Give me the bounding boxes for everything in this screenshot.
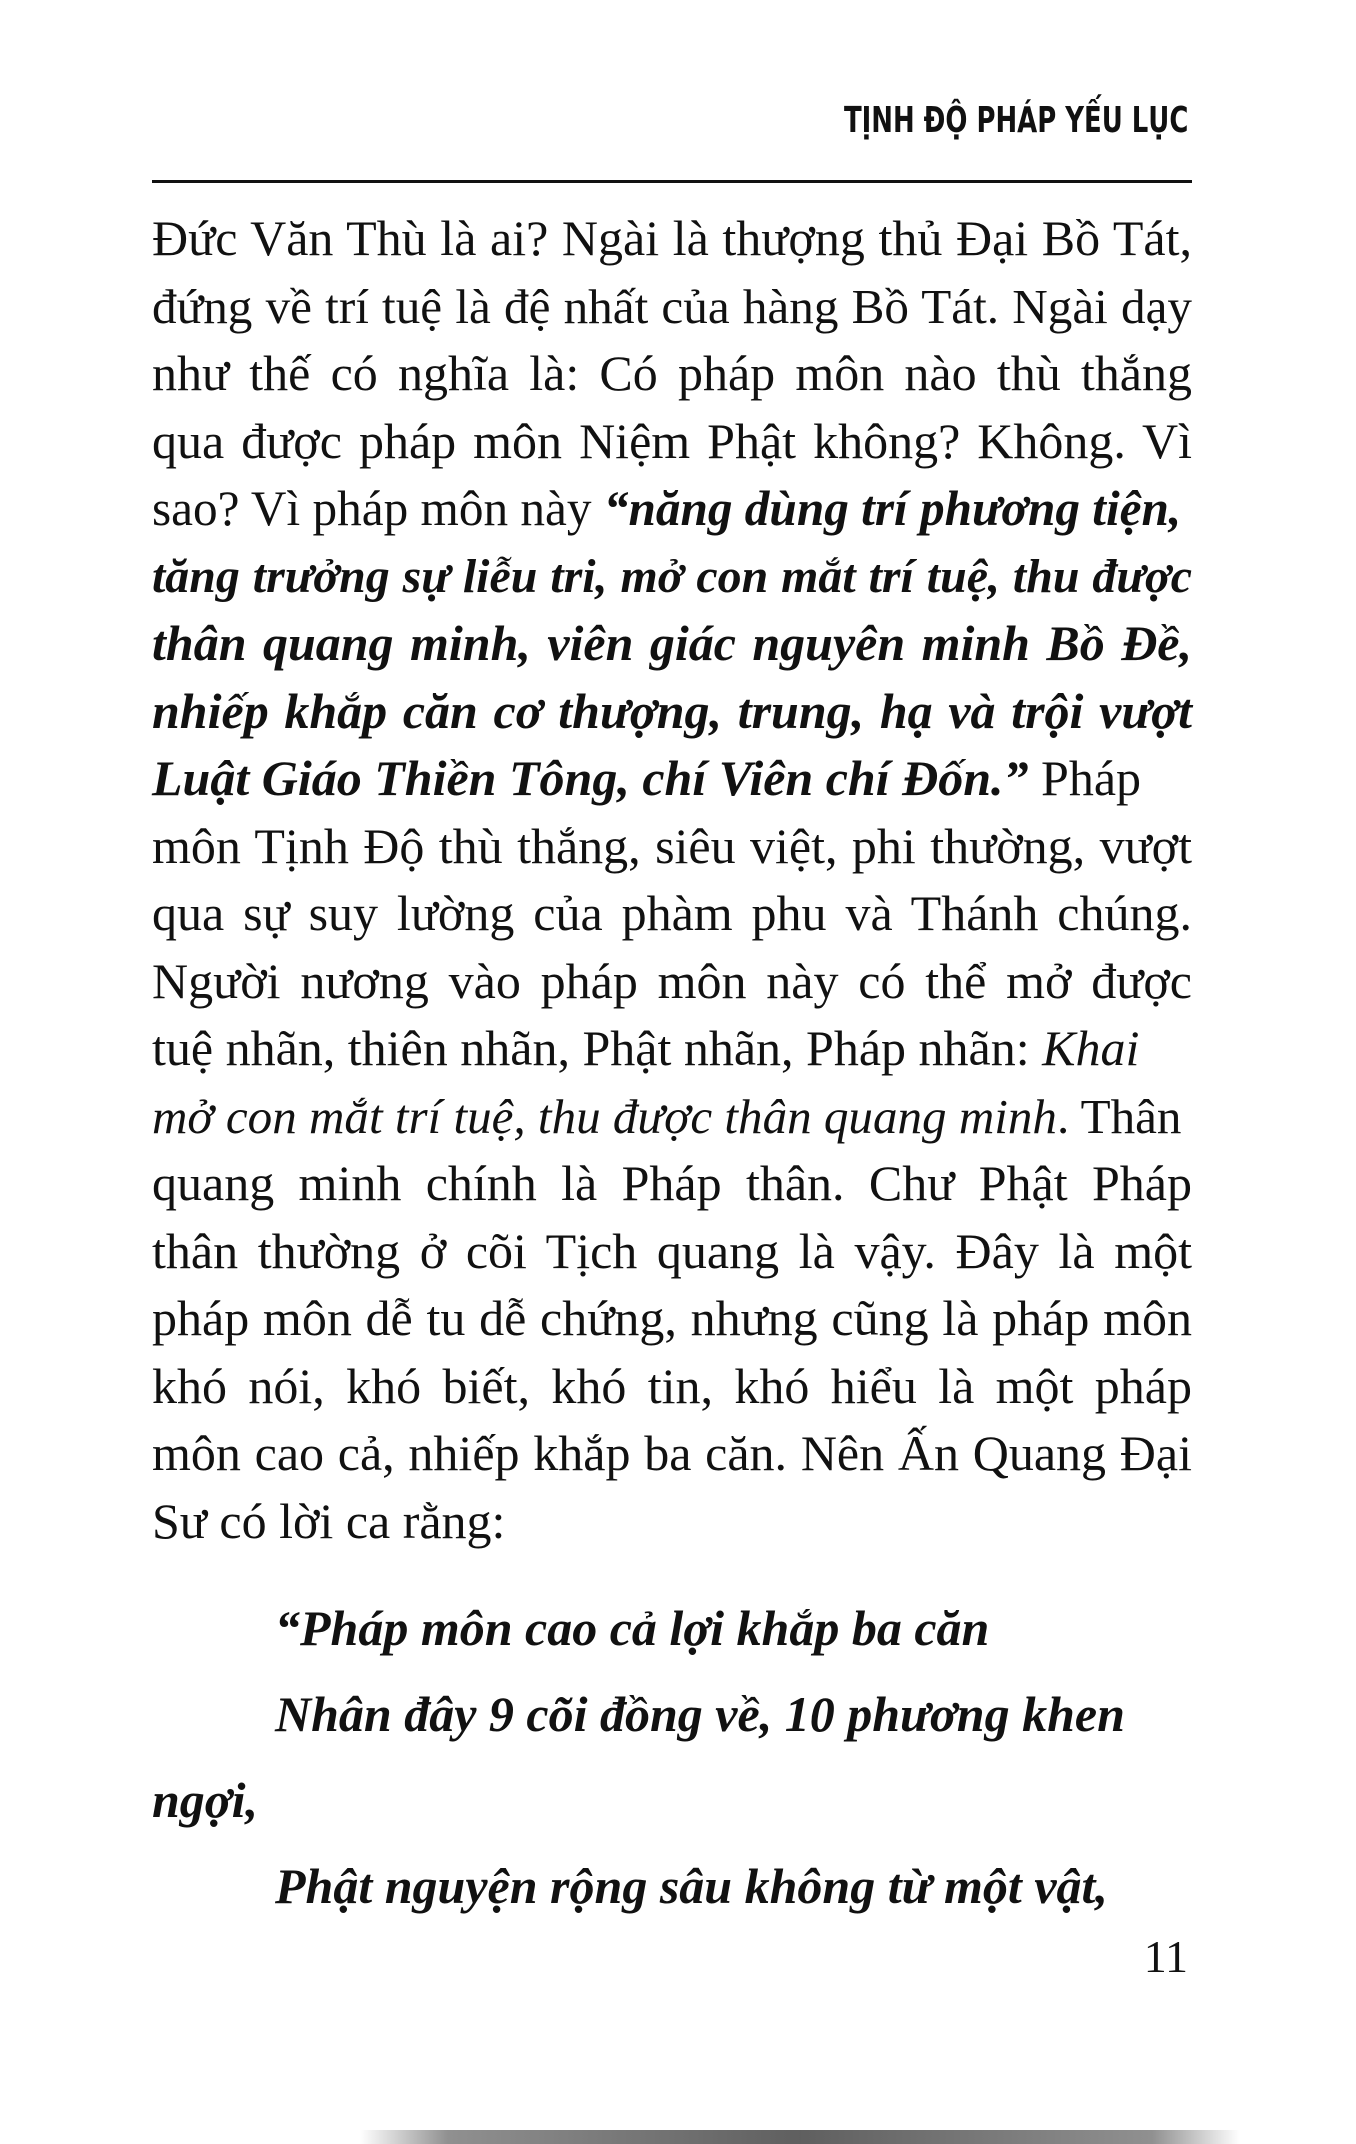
text-line: qua được pháp môn Niệm Phật không? Không. Vì [152,412,1192,469]
text-line: đứng về trí tuệ là đệ nhất của hàng Bồ Tát. Ngài dạy [152,278,1192,334]
text-line: Đức Văn Thù là ai? Ngài là thượng thủ Đại Bồ Tát, [152,210,1192,266]
page-number: 11 [1143,1931,1188,1982]
verse-line: Phật nguyện rộng sâu không từ một vật, [275,1858,1108,1914]
verse-line: ngợi, [152,1772,259,1828]
italic-segment: Khai [1042,1020,1140,1076]
quoted-line: nhiếp khắp căn cơ thượng, trung, hạ và trội vượt [152,682,1192,739]
body-paragraph [152,205,1192,1555]
quote-open-mark: “ [603,481,629,536]
text-line: Người nương vào pháp môn này có thể mở được [152,952,1192,1009]
text-segment: tuệ nhãn, thiên nhãn, Phật nhãn, Pháp nhãn: [152,1020,1043,1076]
text-line: pháp môn dễ tu dễ chứng, nhưng cũng là pháp môn [152,1290,1192,1346]
verse-line: “Pháp môn cao cả lợi khắp ba căn [275,1600,990,1656]
italic-segment: mở con mắt trí tuệ, thu được thân quang minh [152,1088,1057,1144]
verse-line: Nhân đây 9 cõi đồng về, 10 phương khen [275,1686,1125,1742]
quoted-line: thân quang minh, viên giác nguyên minh Bồ Đề, [152,615,1192,671]
quote-close-mark: ” [1003,750,1029,806]
text-line: như thế có nghĩa là: Có pháp môn nào thù thắng [152,345,1192,401]
quoted-line: tăng trưởng sự liễu tri, mở con mắt trí tuệ, thu được [152,549,1192,603]
scan-edge-shadow [360,2130,1240,2144]
running-header: TỊNH ĐỘ PHÁP YẾU LỤC [843,100,1188,141]
quoted-segment: năng dùng trí phương tiện, [628,481,1182,536]
text-line: môn Tịnh Độ thù thắng, siêu việt, phi thường, vượt [152,817,1192,874]
text-segment: sao? Vì pháp môn này [152,481,604,536]
text-segment: Pháp [1028,750,1142,806]
text-line [152,745,1192,813]
text-line: quang minh chính là Pháp thân. Chư Phật Pháp [152,1155,1192,1211]
header-divider [152,180,1192,183]
text-line: khó nói, khó biết, khó tin, khó hiểu là một pháp [152,1357,1192,1414]
text-line: môn cao cả, nhiếp khắp ba căn. Nên Ấn Quang Đại [152,1425,1192,1481]
text-line [152,1083,1192,1151]
text-line: qua sự suy lường của phàm phu và Thánh chúng. [152,885,1192,941]
quoted-segment: Luật Giáo Thiền Tông, chí Viên chí Đốn. [152,750,1004,806]
text-line [152,1015,1192,1083]
text-line: Sư có lời ca rằng: [152,1492,506,1549]
text-line: thân thường ở cõi Tịch quang là vậy. Đây là một [152,1222,1192,1279]
text-line [152,475,1192,543]
verse-block [152,1585,1192,1929]
text-segment: . Thân [1056,1088,1182,1144]
